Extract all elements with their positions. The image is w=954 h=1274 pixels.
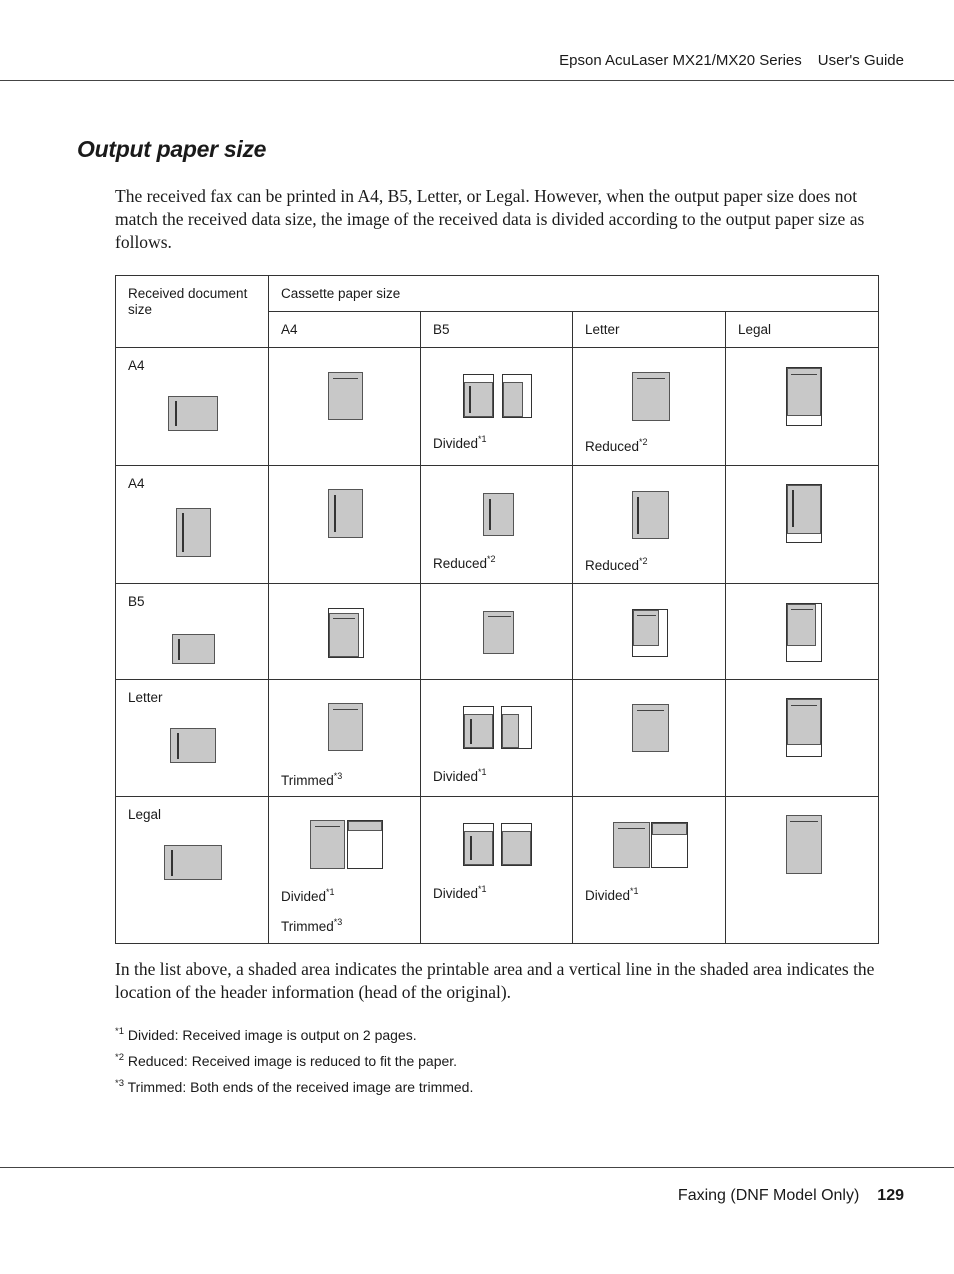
diagram-cell — [573, 680, 726, 797]
page-diagram — [502, 374, 532, 418]
page-diagram — [632, 491, 669, 539]
intro-paragraph: The received fax can be printed in A4, B5, Letter, or Legal. However, when the output paper size does not match the received data size, the image of the received data is divided according to the output paper size as follows. — [115, 186, 865, 252]
diagram-cell — [726, 584, 879, 680]
footnote: $^{*3}$ Trimmed: Both ends of the received image are trimmed. — [115, 1078, 474, 1095]
diagram-cell — [269, 348, 421, 466]
cell-note: Reduced$^{*2}$ — [585, 437, 648, 454]
size-header-letter — [573, 312, 726, 348]
diagram-cell — [269, 466, 421, 584]
received-page-diagram — [172, 634, 215, 664]
cell-note: Divided$^{*1}$ — [281, 887, 335, 904]
page-diagram — [786, 603, 822, 662]
received-page-diagram — [168, 396, 218, 431]
running-header — [559, 52, 904, 69]
page-diagram — [632, 609, 668, 657]
diagram-cell — [726, 680, 879, 797]
diagram-cell — [421, 797, 573, 944]
page-diagram — [613, 822, 650, 868]
size-header-label: A4 — [281, 322, 298, 337]
cell-note: Divided$^{*1}$ — [585, 886, 639, 903]
page-number: 129 — [877, 1187, 904, 1204]
diagram-cell — [726, 797, 879, 944]
page-diagram — [786, 484, 822, 543]
cell-note: Divided$^{*1}$ — [433, 767, 487, 784]
table-row — [116, 797, 879, 944]
page-diagram — [328, 703, 363, 751]
page-diagram — [463, 823, 494, 866]
diagram-cell — [573, 348, 726, 466]
table-header-row — [116, 276, 879, 312]
page-diagram — [310, 820, 345, 869]
page-footer — [678, 1187, 904, 1205]
diagram-cell — [421, 348, 573, 466]
diagram-cell — [573, 584, 726, 680]
row-label-cell — [116, 797, 269, 944]
diagram-cell — [726, 348, 879, 466]
size-header-label: B5 — [433, 322, 450, 337]
page-diagram — [786, 698, 822, 757]
row-label: A4 — [128, 476, 145, 491]
paper-size-table — [115, 275, 879, 944]
size-header-label: Legal — [738, 322, 772, 337]
table-row — [116, 348, 879, 466]
page-diagram — [483, 611, 514, 654]
row-label: A4 — [128, 358, 145, 373]
header-guide: User's Guide — [817, 52, 904, 69]
header-product: Epson AcuLaser MX21/MX20 Series — [559, 52, 802, 69]
row-label: Legal — [128, 807, 162, 822]
cell-note: Reduced$^{*2}$ — [585, 556, 648, 573]
received-page-diagram — [170, 728, 216, 763]
footer-rule — [0, 1167, 954, 1168]
page-diagram — [328, 608, 364, 658]
cassette-size-header — [269, 276, 879, 312]
row-label-cell — [116, 466, 269, 584]
footnotes — [115, 1026, 473, 1104]
explanation-paragraph: In the list above, a shaded area indicates the printable area and a vertical line in the shaded area indicates the location of the header information (head of the original). — [115, 959, 875, 1002]
diagram-cell — [269, 680, 421, 797]
received-page-diagram — [164, 845, 222, 880]
row-label-cell — [116, 348, 269, 466]
page-diagram — [347, 820, 383, 869]
footer-section: Faxing (DNF Model Only) — [677, 1187, 860, 1204]
row-label: Letter — [128, 690, 163, 705]
page-diagram — [632, 372, 670, 421]
table-row — [116, 584, 879, 680]
cell-note: Trimmed$^{*3}$ — [281, 917, 343, 934]
page-diagram — [328, 372, 363, 420]
row-label: B5 — [128, 594, 145, 609]
cassette-size-header-text: Cassette paper size — [281, 286, 401, 301]
received-size-header-text: Received document size — [128, 286, 248, 317]
page-diagram — [501, 823, 532, 866]
cell-note: Trimmed$^{*3}$ — [281, 771, 343, 788]
diagram-cell — [269, 797, 421, 944]
table-row — [116, 680, 879, 797]
received-page-diagram — [176, 508, 211, 557]
header-rule — [0, 80, 954, 81]
footnote: $^{*1}$ Divided: Received image is output on 2 pages. — [115, 1026, 417, 1043]
size-header-label: Letter — [585, 322, 620, 337]
page-diagram — [632, 704, 669, 752]
footnote: $^{*2}$ Reduced: Received image is reduced to fit the paper. — [115, 1052, 458, 1069]
cell-note: Reduced$^{*2}$ — [433, 554, 496, 571]
size-header-b5 — [421, 312, 573, 348]
row-label-cell — [116, 584, 269, 680]
diagram-cell — [573, 466, 726, 584]
diagram-cell — [269, 584, 421, 680]
diagram-cell — [421, 466, 573, 584]
page-diagram — [463, 706, 494, 749]
page-diagram — [483, 493, 514, 536]
diagram-cell — [726, 466, 879, 584]
size-header-a4 — [269, 312, 421, 348]
section-title: Output paper size — [77, 136, 267, 162]
received-size-header — [116, 276, 269, 348]
row-label-cell — [116, 680, 269, 797]
size-header-legal — [726, 312, 879, 348]
page-diagram — [328, 489, 363, 538]
cell-note: Divided$^{*1}$ — [433, 884, 487, 901]
diagram-cell — [573, 797, 726, 944]
diagram-cell — [421, 680, 573, 797]
page-diagram — [651, 822, 688, 868]
cell-note: Divided$^{*1}$ — [433, 434, 487, 451]
table-row — [116, 466, 879, 584]
diagram-cell — [421, 584, 573, 680]
page-diagram — [786, 367, 822, 426]
page-diagram — [501, 706, 532, 749]
page-diagram — [786, 815, 822, 874]
page-diagram — [463, 374, 494, 418]
